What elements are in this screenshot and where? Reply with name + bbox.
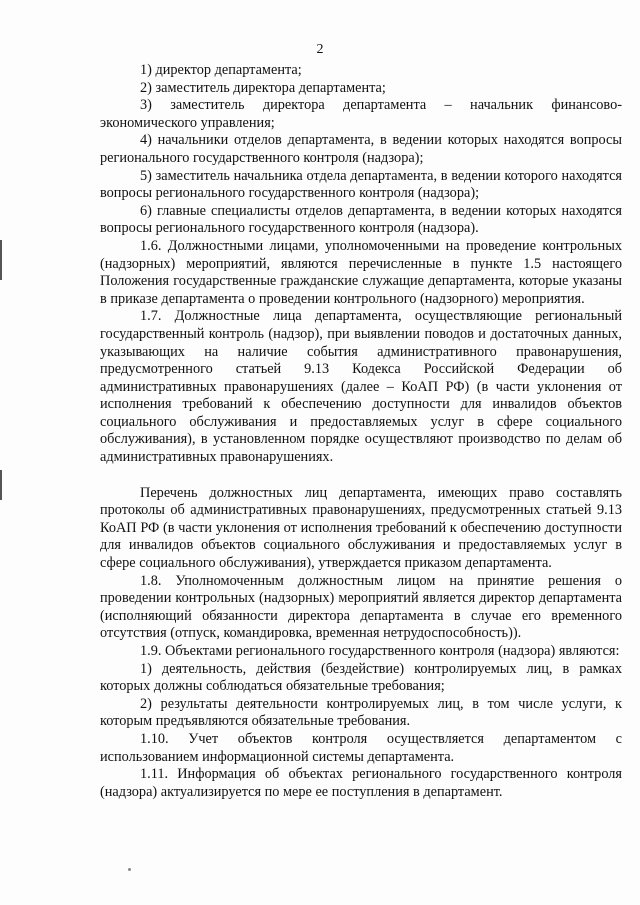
clause-1-7: 1.7. Должностные лица департамента, осуществляющие региональный государственный контроль (надзор), при выявлении поводов и достаточных данных, указывающих на наличие события административного правонарушения, предусмотренного статьей 9.13 Кодекса Российской Федерации об административных правонарушениях (далее – КоАП РФ) (в части уклонения от исполнения требований к обеспечению доступности для инвалидов объектов социального обслуживания и предоставляемых услуг в сфере социального обслуживания), в установленном порядке осуществляют производство по делам об административных правонарушениях.	[100, 308, 622, 466]
clause-1-10: 1.10. Учет объектов контроля осуществляется департаментом с использованием информационной системы департамента.	[100, 730, 622, 765]
clause-1-6: 1.6. Должностными лицами, уполномоченными на проведение контрольных (надзорных) мероприятий, являются перечисленные в пункте 1.5 настоящего Положения государственные гражданские служащие департамента, которые указаны в приказе департамента о проведении контрольного (надзорного) мероприятия.	[100, 237, 622, 307]
list-item-6: 6) главные специалисты отделов департамента, в ведении которых находятся вопросы регионального государственного контроля (надзора).	[100, 202, 622, 237]
list-item-5: 5) заместитель начальника отдела департамента, в ведении которого находятся вопросы регионального государственного контроля (надзора);	[100, 167, 622, 202]
clause-1-9-item-1: 1) деятельность, действия (бездействие) контролируемых лиц, в рамках которых должны соблюдаться обязательные требования;	[100, 660, 622, 695]
scan-edge-mark	[0, 470, 2, 500]
clause-1-11: 1.11. Информация об объектах регионального государственного контроля (надзора) актуализируется по мере ее поступления в департамент.	[100, 766, 622, 800]
scan-edge-mark	[0, 240, 2, 280]
document-body	[100, 62, 622, 801]
page-number: 2	[316, 42, 324, 57]
clause-1-8: 1.8. Уполномоченным должностным лицом на принятие решения о проведении контрольных (надзорных) мероприятий является директор департамента (исполняющий обязанности директора департамента в случае его временного отсутствия (отпуск, командировка, временная нетрудоспособность)).	[100, 572, 622, 642]
list-item-2: 2) заместитель директора департамента;	[140, 79, 386, 96]
list-item-3: 3) заместитель директора департамента – начальник финансово-экономического управления;	[100, 97, 622, 131]
clause-1-9: 1.9. Объектами регионального государственного контроля (надзора) являются:	[140, 643, 620, 659]
list-item-1: 1) директор департамента;	[140, 62, 302, 78]
clause-1-9-item-2: 2) результаты деятельности контролируемых лиц, в том числе услуги, к которым предъявляются обязательные требования.	[100, 695, 622, 730]
clause-1-7-list-paragraph: Перечень должностных лиц департамента, имеющих право составлять протоколы об административных правонарушениях, предусмотренных статьей 9.13 КоАП РФ (в части уклонения от исполнения требований к обеспечению доступности для инвалидов объектов социального обслуживания и предоставляемых услуг в сфере социального обслуживания), утверждается приказом департамента.	[100, 484, 622, 572]
scan-speck	[128, 868, 131, 871]
list-item-4: 4) начальники отделов департамента, в ведении которых находятся вопросы регионального государственного контроля (надзора);	[100, 132, 622, 166]
